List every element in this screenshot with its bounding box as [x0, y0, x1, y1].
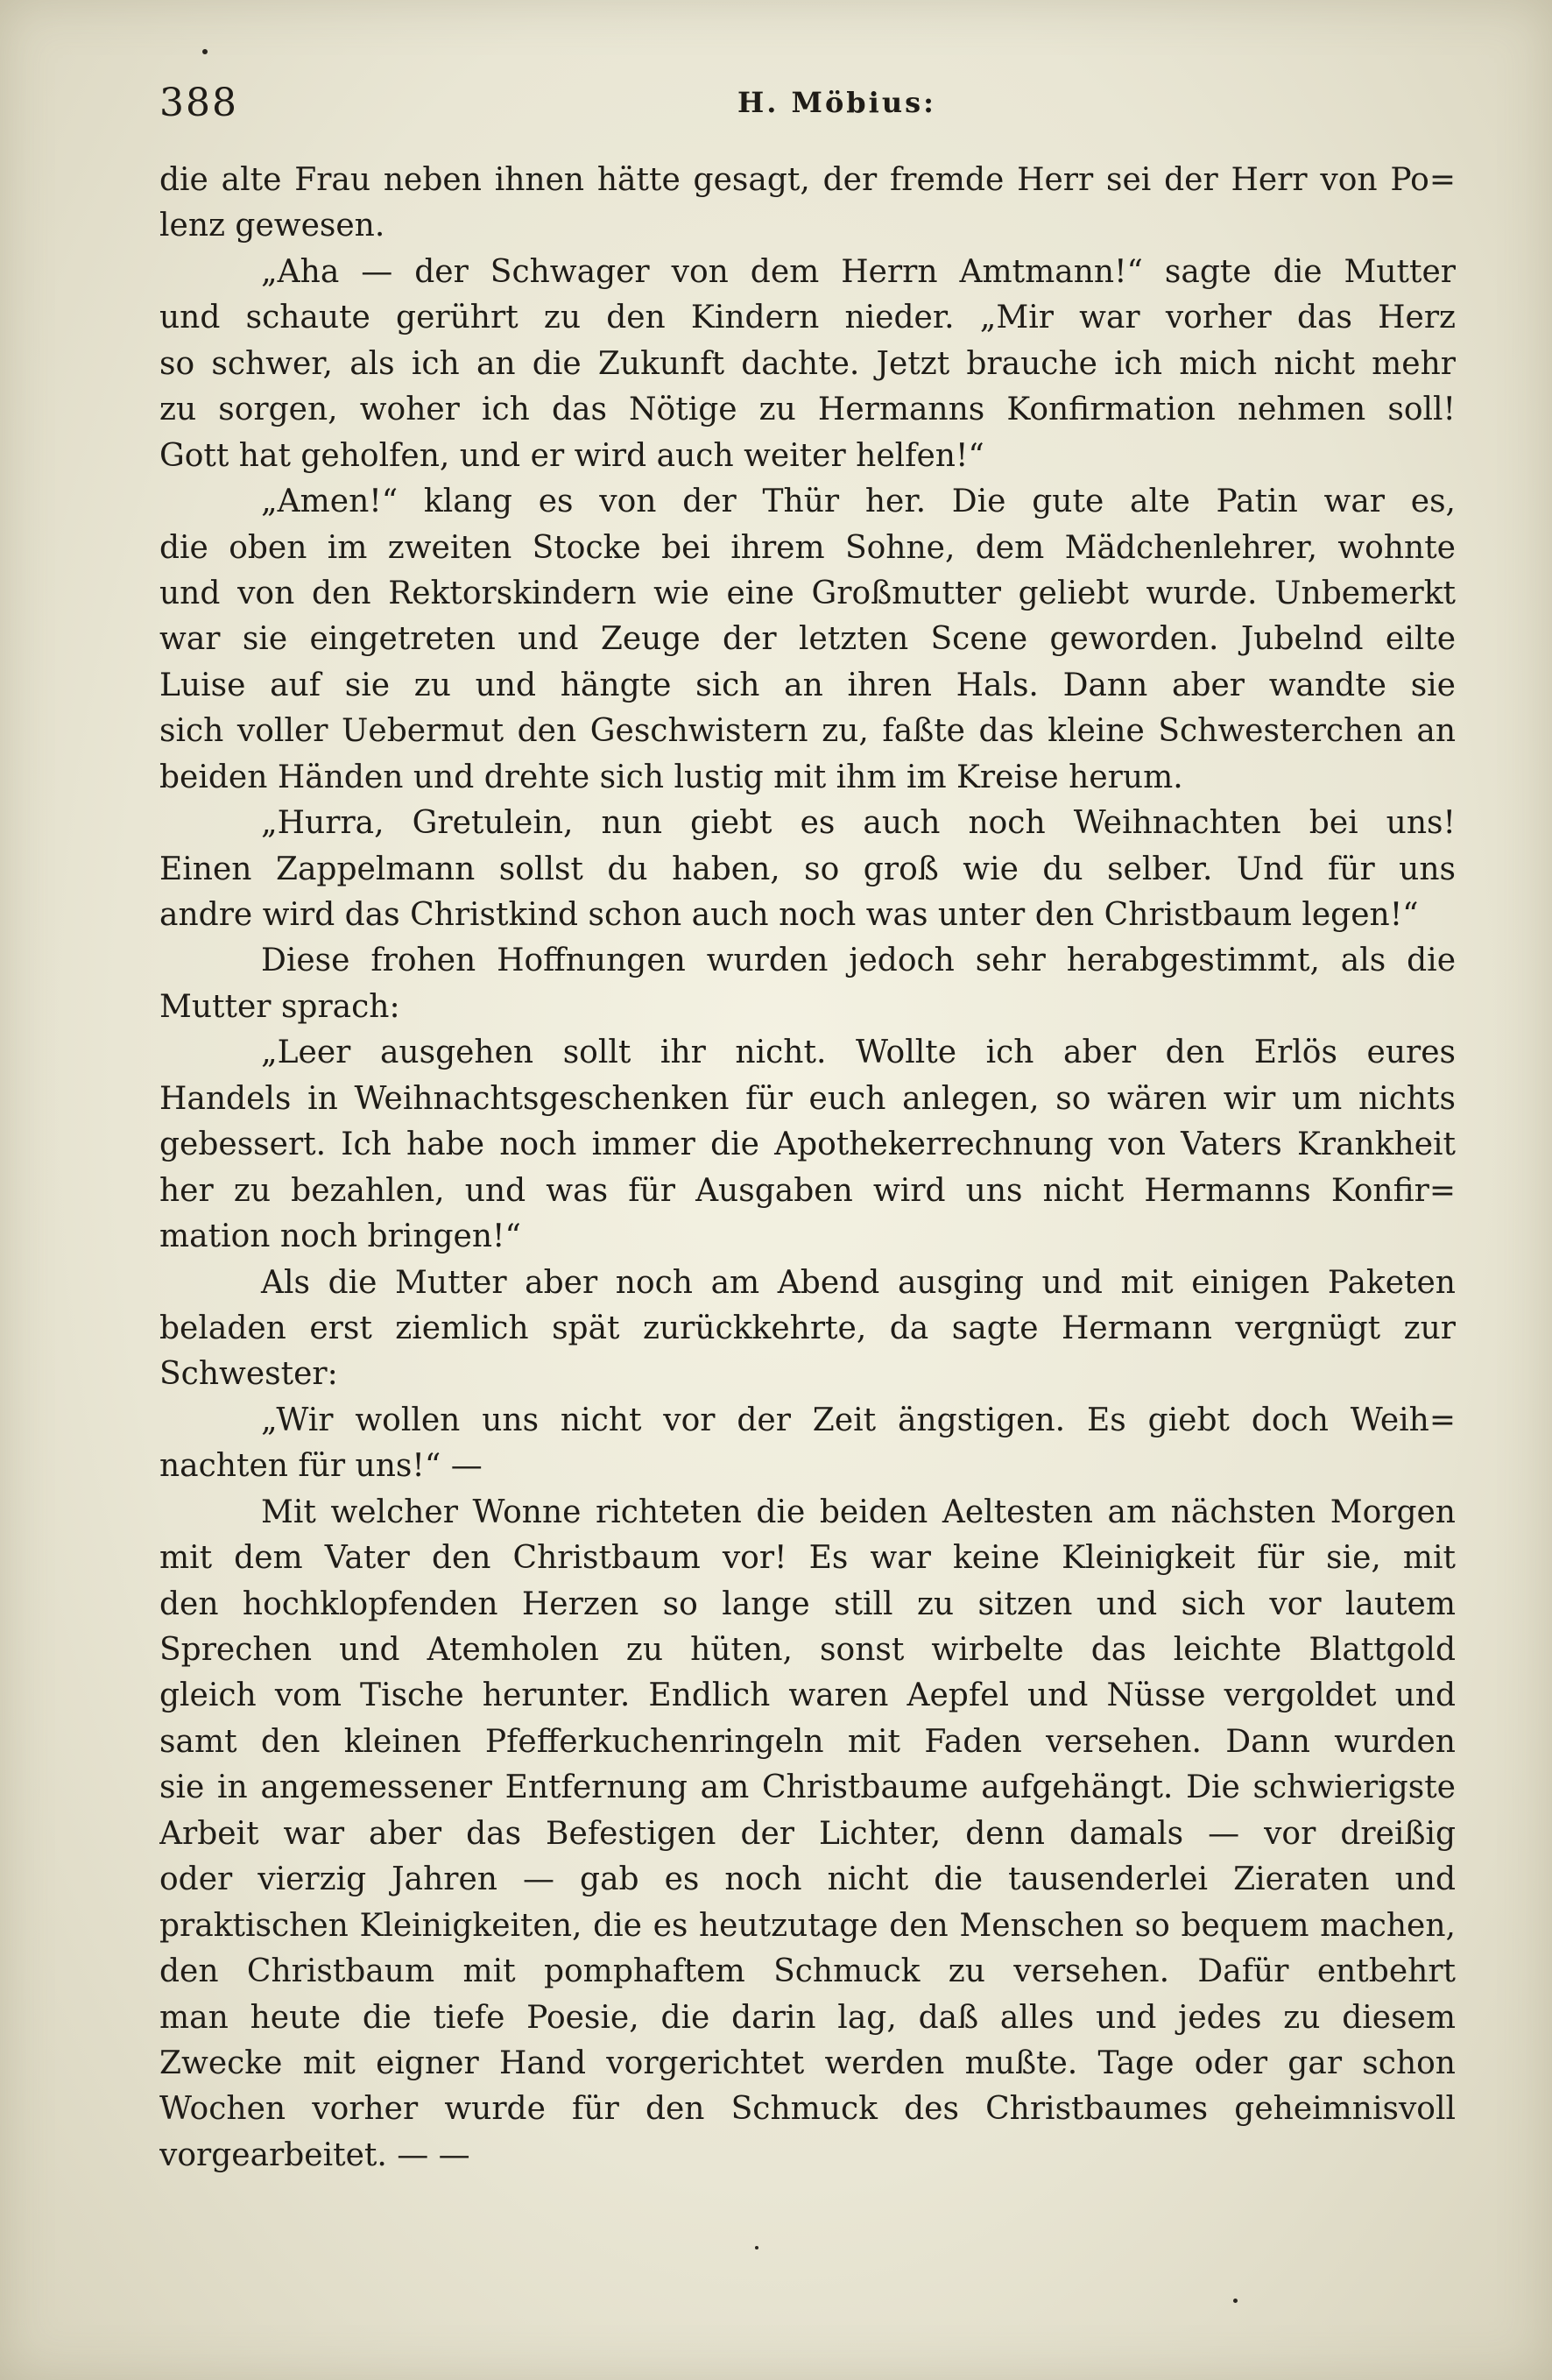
- text-line: Als die Mutter aber noch am Abend ausging und mit einigen Paketen: [261, 1264, 1456, 1301]
- text-line: mation noch bringen!“: [159, 1218, 521, 1255]
- text-line: Zwecke mit eigner Hand vorgerichtet werden mußte. Tage oder gar schon: [159, 2045, 1456, 2081]
- text-line: Mit welcher Wonne richteten die beiden Aeltesten am nächsten Morgen: [261, 1494, 1456, 1530]
- text-line: die oben im zweiten Stocke bei ihrem Sohne, dem Mädchenlehrer, wohnte: [159, 529, 1456, 566]
- page-number: 388: [159, 81, 238, 125]
- text-line: und schaute gerührt zu den Kindern nieder. „Mir war vorher das Herz: [159, 300, 1456, 336]
- running-head: H. Möbius:: [737, 86, 936, 119]
- ink-speck: [1233, 2299, 1238, 2303]
- text-line: den hochklopfenden Herzen so lange still zu sitzen und sich vor lautem: [159, 1585, 1456, 1622]
- text-line: samt den kleinen Pfefferkuchenringeln mit Faden versehen. Dann wurden: [159, 1723, 1456, 1760]
- text-line: die alte Frau neben ihnen hätte gesagt, der fremde Herr sei der Herr von Po=: [159, 162, 1456, 198]
- text-line: Mutter sprach:: [159, 988, 400, 1025]
- text-line: sich voller Uebermut den Geschwistern zu, faßte das kleine Schwesterchen an: [159, 713, 1456, 750]
- text-line: den Christbaum mit pomphaftem Schmuck zu versehen. Dafür entbehrt: [159, 1953, 1456, 1990]
- text-line: und von den Rektorskindern wie eine Großmutter geliebt wurde. Unbemerkt: [159, 575, 1456, 611]
- ink-speck: [755, 2246, 758, 2249]
- text-line: Diese frohen Hoffnungen wurden jedoch sehr herabgestimmt, als die: [261, 943, 1456, 979]
- text-line: sie in angemessener Entfernung am Christbaume aufgehängt. Die schwierigste: [159, 1769, 1456, 1806]
- text-line: Luise auf sie zu und hängte sich an ihren Hals. Dann aber wandte sie: [159, 667, 1456, 703]
- text-line: vorgearbeitet. — —: [159, 2136, 470, 2173]
- text-line: Schwester:: [159, 1356, 338, 1393]
- text-line: praktischen Kleinigkeiten, die es heutzutage den Menschen so bequem machen,: [159, 1907, 1456, 1944]
- text-line: Wochen vorher wurde für den Schmuck des Christbaumes geheimnisvoll: [159, 2091, 1456, 2128]
- text-line: zu sorgen, woher ich das Nötige zu Hermanns Konfirmation nehmen soll!: [159, 392, 1456, 428]
- text-line: Handels in Weihnachtsgeschenken für euch anlegen, so wären wir um nichts: [159, 1080, 1456, 1117]
- text-line: „Leer ausgehen sollt ihr nicht. Wollte ich aber den Erlös eures: [261, 1035, 1456, 1071]
- text-line: Einen Zappelmann sollst du haben, so groß wie du selber. Und für uns: [159, 851, 1456, 887]
- text-line: Sprechen und Atemholen zu hüten, sonst wirbelte das leichte Blattgold: [159, 1632, 1456, 1668]
- text-line: war sie eingetreten und Zeuge der letzten Scene geworden. Jubelnd eilte: [159, 621, 1456, 658]
- text-line: Arbeit war aber das Befestigen der Lichter, denn damals — vor dreißig: [159, 1815, 1456, 1852]
- text-line: gebessert. Ich habe noch immer die Apothekerrechnung von Vaters Krankheit: [159, 1126, 1456, 1163]
- text-line: nachten für uns!“ —: [159, 1448, 483, 1485]
- text-line: man heute die tiefe Poesie, die darin lag, daß alles und jedes zu diesem: [159, 1999, 1456, 2036]
- text-line: „Amen!“ klang es von der Thür her. Die gute alte Patin war es,: [261, 484, 1456, 520]
- ink-speck: [202, 49, 208, 54]
- text-line: gleich vom Tische herunter. Endlich waren Aepfel und Nüsse vergoldet und: [159, 1677, 1456, 1714]
- text-line: beladen erst ziemlich spät zurückkehrte, da sagte Hermann vergnügt zur: [159, 1310, 1456, 1346]
- text-line: mit dem Vater den Christbaum vor! Es war keine Kleinigkeit für sie, mit: [159, 1540, 1456, 1577]
- text-line: beiden Händen und drehte sich lustig mit ihm im Kreise herum.: [159, 759, 1183, 795]
- text-line: „Hurra, Gretulein, nun giebt es auch noch Weihnachten bei uns!: [261, 805, 1456, 842]
- text-line: her zu bezahlen, und was für Ausgaben wird uns nicht Hermanns Konfir=: [159, 1172, 1456, 1209]
- body-text: [159, 158, 1456, 2179]
- page-header: [159, 81, 1456, 133]
- text-line: lenz gewesen.: [159, 208, 385, 244]
- text-line: so schwer, als ich an die Zukunft dachte. Jetzt brauche ich mich nicht mehr: [159, 345, 1456, 382]
- text-line: „Aha — der Schwager von dem Herrn Amtmann!“ sagte die Mutter: [261, 253, 1456, 290]
- text-line: Gott hat geholfen, und er wird auch weiter helfen!“: [159, 437, 984, 474]
- text-line: „Wir wollen uns nicht vor der Zeit ängstigen. Es giebt doch Weih=: [261, 1402, 1456, 1438]
- text-line: oder vierzig Jahren — gab es noch nicht die tausenderlei Zieraten und: [159, 1861, 1456, 1898]
- text-line: andre wird das Christkind schon auch noch was unter den Christbaum legen!“: [159, 897, 1419, 933]
